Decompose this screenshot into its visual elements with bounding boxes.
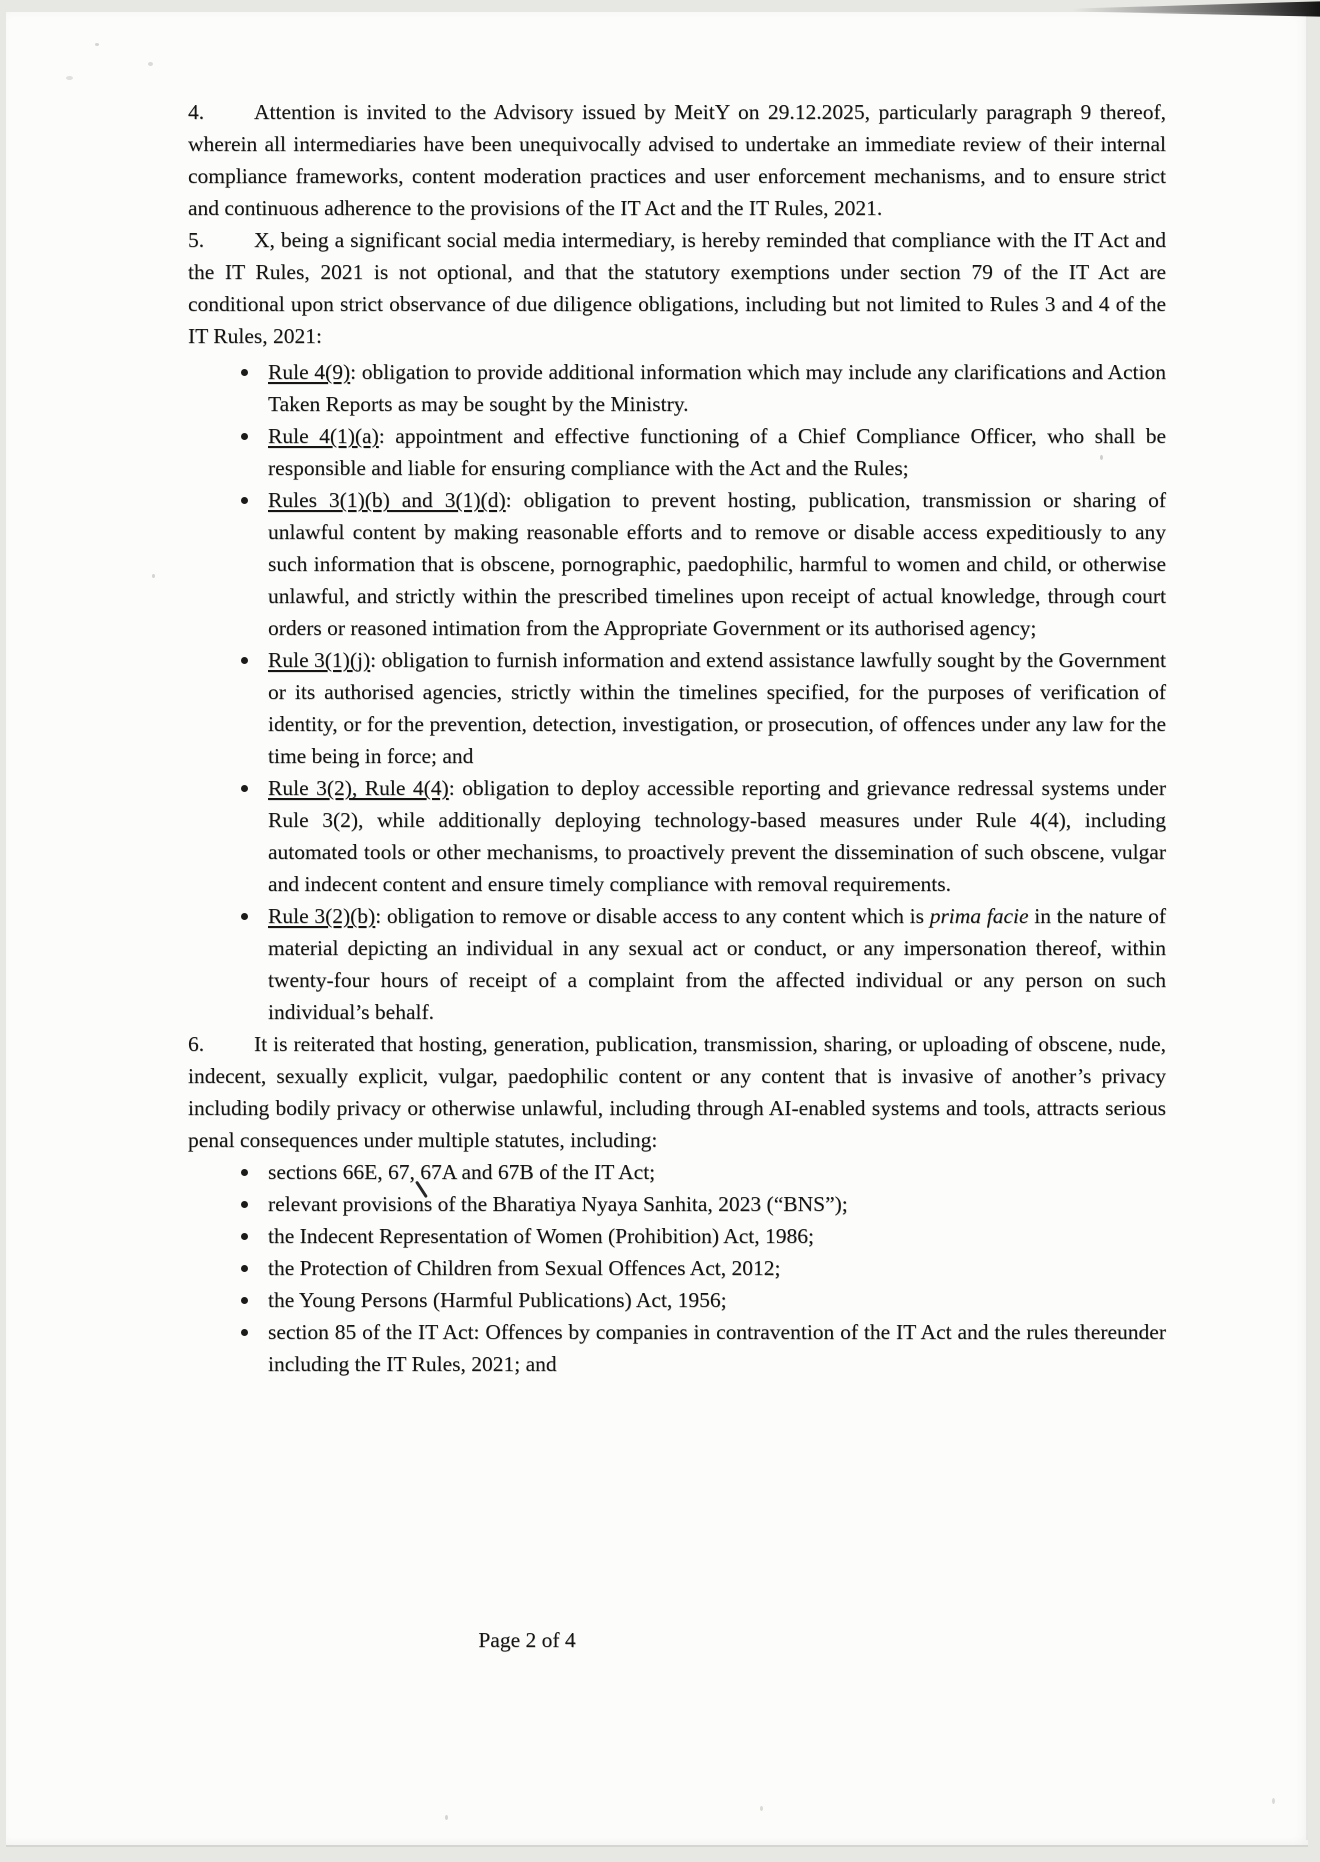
rule-obligations-list <box>188 356 1166 1028</box>
paragraph-6-text: It is reiterated that hosting, generation, publication, transmission, sharing, or uploading of obscene, nude, indecent, sexually explicit, vulgar, paedophilic content or any content that is invasive of another’s privacy including bodily privacy or otherwise unlawful, including through AI-enabled systems and tools, attracts serious penal consequences under multiple statutes, including: <box>188 1032 1166 1152</box>
statute-bullet-item <box>268 1316 1166 1380</box>
statute-bullet-item <box>268 1220 1166 1252</box>
statute-text: relevant provisions of the Bharatiya Nyaya Sanhita, 2023 (“BNS”); <box>268 1192 848 1216</box>
rule-bullet-text: : obligation to prevent hosting, publication, transmission or sharing of unlawful content by making reasonable efforts and to remove or disable access expeditiously to any such information that is obscene, pornographic, paedophilic, harmful to women and child, or otherwise unlawful, and strictly within the prescribed timelines upon receipt of actual knowledge, through court orders or reasoned intimation from the Appropriate Government or its authorised agency; <box>268 488 1166 640</box>
statute-text: sections 66E, 67, 67A and 67B of the IT Act; <box>268 1160 656 1184</box>
scan-speck <box>1272 1798 1275 1804</box>
rule-bullet-text: : obligation to provide additional information which may include any clarifications and Action Taken Reports as may be sought by the Ministry. <box>268 360 1166 416</box>
rule-reference: Rule 3(1)(j) <box>268 648 371 672</box>
statute-text: the Indecent Representation of Women (Prohibition) Act, 1986; <box>268 1224 815 1248</box>
rule-bullet-item <box>268 900 1166 1028</box>
paragraph-4 <box>188 96 1166 224</box>
rule-reference: Rules 3(1)(b) and 3(1)(d) <box>268 488 506 512</box>
paragraph-5 <box>188 224 1166 352</box>
rule-bullet-item <box>268 772 1166 900</box>
rule-bullet-item <box>268 484 1166 644</box>
statute-text: the Protection of Children from Sexual Offences Act, 2012; <box>268 1256 781 1280</box>
scan-speck <box>152 574 155 578</box>
scan-speck <box>445 1815 448 1820</box>
rule-bullet-item <box>268 420 1166 484</box>
paragraph-4-number: 4. <box>188 100 205 124</box>
scan-edge-shadow <box>1306 14 1308 1840</box>
page-number: Page 2 of 4 <box>478 1628 576 1652</box>
scan-speck <box>95 43 99 46</box>
rule-reference: Rule 3(2)(b) <box>268 904 376 928</box>
paragraph-6-number: 6. <box>188 1032 205 1056</box>
latin-phrase: prima facie <box>929 904 1029 928</box>
paragraph-5-number: 5. <box>188 228 205 252</box>
paragraph-4-text: Attention is invited to the Advisory issued by MeitY on 29.12.2025, particularly paragraph 9 thereof, wherein all intermediaries have been unequivocally advised to undertake an immediate review of their internal compliance frameworks, content moderation practices and user enforcement mechanisms, and to ensure strict and continuous adherence to the provisions of the IT Act and the IT Rules, 2021. <box>188 100 1166 220</box>
statutes-list <box>188 1156 1166 1380</box>
scan-speck <box>760 1806 763 1811</box>
rule-reference: Rule 4(1)(a) <box>268 424 379 448</box>
statute-bullet-item <box>268 1188 1166 1220</box>
paragraph-5-text: X, being a significant social media intermediary, is hereby reminded that compliance with the IT Act and the IT Rules, 2021 is not optional, and that the statutory exemptions under section 79 of the IT Act are conditional upon strict observance of due diligence obligations, including but not limited to Rules 3 and 4 of the IT Rules, 2021: <box>188 228 1166 348</box>
paragraph-6 <box>188 1028 1166 1156</box>
statute-bullet-item <box>268 1156 1166 1188</box>
document-body <box>188 96 1166 1380</box>
rule-reference: Rule 4(9) <box>268 360 351 384</box>
rule-bullet-text: : appointment and effective functioning of a Chief Compliance Officer, who shall be responsible and liable for ensuring compliance with the Act and the Rules; <box>268 424 1167 480</box>
rule-reference: Rule 3(2), Rule 4(4) <box>268 776 449 800</box>
statute-text: the Young Persons (Harmful Publications) Act, 1956; <box>268 1288 727 1312</box>
statute-bullet-item <box>268 1252 1166 1284</box>
rule-bullet-text: in the nature of material depicting an individual in any sexual act or conduct, or any impersonation thereof, within twenty-four hours of receipt of a complaint from the affected individual or any person on such individual’s behalf. <box>268 904 1166 1024</box>
statute-text: section 85 of the IT Act: Offences by companies in contravention of the IT Act and the rules thereunder including the IT Rules, 2021; and <box>268 1320 1166 1376</box>
rule-bullet-text: : obligation to deploy accessible reporting and grievance redressal systems under Rule 3(2), while additionally deploying technology-based measures under Rule 4(4), including automated tools or other mechanisms, to proactively prevent the dissemination of such obscene, vulgar and indecent content and ensure timely compliance with removal requirements. <box>268 776 1166 896</box>
rule-bullet-text: : obligation to furnish information and extend assistance lawfully sought by the Government or its authorised agencies, strictly within the timelines specified, for the purposes of verification of identity, or for the prevention, detection, investigation, or prosecution, of offences under any law for the time being in force; and <box>268 648 1167 768</box>
statute-bullet-item <box>268 1284 1166 1316</box>
rule-bullet-item <box>268 356 1166 420</box>
rule-bullet-item <box>268 644 1166 772</box>
rule-bullet-text: : obligation to remove or disable access to any content which is <box>375 904 930 928</box>
scan-speck <box>148 62 153 66</box>
scan-speck <box>66 76 73 80</box>
